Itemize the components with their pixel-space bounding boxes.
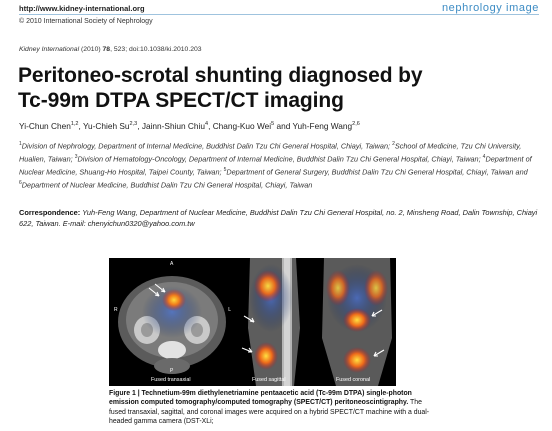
label-sagittal: Fused sagittal (252, 377, 286, 383)
panel-transaxial (109, 258, 236, 386)
article-title (18, 63, 518, 113)
author-list: Yi-Chun Chen$^{1,2}$, Yu-Chieh Su$^{2,3}$, Jainn-Shiun Chiu$^4$, Chang-Kuo Wei$^5$ and Yuh-Feng Wang$^{2,6}$ (19, 121, 360, 131)
author-3: Jainn-Shiun Chiu$^4$ (141, 121, 209, 131)
label-coronal: Fused coronal (336, 377, 371, 383)
journal-name: Kidney International (19, 46, 80, 53)
panel-coronal (318, 258, 396, 386)
section-label: nephrology image (441, 2, 539, 14)
figure-image (109, 258, 396, 386)
correspondence-label: Correspondence: (19, 208, 83, 217)
orientation-posterior: P (170, 368, 174, 374)
panel-sagittal (238, 258, 316, 386)
citation-volume: 78 (102, 46, 111, 53)
label-transaxial: Fused transaxial (151, 377, 191, 383)
correspondence-text: Yuh-Feng Wang, Department of Nuclear Medicine, Buddhist Dalin Tzu Chi General Hospital, no. 2, Minsheng Road, Dalin Township, Chiayi 622, Taiwan. E-mail: chenyichun0320@yahoo.com.tw (19, 208, 538, 228)
correspondence (19, 208, 539, 229)
figure-caption (109, 389, 439, 426)
orientation-left: L (228, 307, 231, 313)
author-5: Yuh-Feng Wang$^{2,6}$ (292, 121, 360, 131)
author-2: Yu-Chieh Su$^{2,3}$ (82, 121, 138, 131)
author-1: Yi-Chun Chen$^{1,2}$ (19, 121, 79, 131)
caption-body: The fused transaxial, sagittal, and coronal images were acquired on a hybrid SPECT/CT machine with a dual-headed gamma camera (DST-XLi; (109, 399, 430, 425)
author-4: Chang-Kuo Wei$^5$ (212, 121, 275, 131)
affiliations: $^1$Division of Nephrology, Department of Internal Medicine, Buddhist Dalin Tzu Chi General Hospital, Chiayi, Taiwan; $^2$School of Medicine, Tzu Chi University, Hualien, Taiwan; $^3$Division of Hematology-Oncology, Department of Internal Medicine, Buddhist Dalin Tzu Chi General Hospital, Chiayi, Taiwan; $^4$Department of Nuclear Medicine, Shuang-Ho Hospital, Taipei County, Taiwan; $^5$Department of General Surgery, Buddhist Dalin Tzu Chi General Hospital, Chiayi, Taiwan and $^6$Department of Nuclear Medicine, Buddhist Dalin Tzu Chi General Hospital, Chiayi, Taiwan (19, 141, 532, 190)
url[interactable]: http://www.kidney-international.org (19, 4, 145, 13)
title-line-2: Tc-99m DTPA SPECT/CT imaging (18, 89, 344, 112)
copyright: © 2010 International Society of Nephrology (19, 18, 153, 25)
citation (19, 46, 202, 53)
orientation-anterior: A (170, 261, 174, 267)
transaxial-scan-image (109, 258, 236, 386)
orientation-right: R (114, 307, 118, 313)
coronal-scan-image (318, 258, 396, 386)
citation-year: (2010) (79, 46, 103, 53)
caption-title: Figure 1 | Technetium-99m diethylenetriamine pentaacetic acid (Tc-99m DTPA) single-photon emission computed tomography/computed tomography (SPECT/CT) peritoneoscintigraphy. (109, 390, 412, 407)
title-line-1: Peritoneo-scrotal shunting diagnosed by (18, 64, 423, 87)
header-rule (19, 14, 539, 15)
sagittal-scan-image (238, 258, 316, 386)
citation-doi: , 523; doi:10.1038/ki.2010.203 (110, 46, 202, 53)
